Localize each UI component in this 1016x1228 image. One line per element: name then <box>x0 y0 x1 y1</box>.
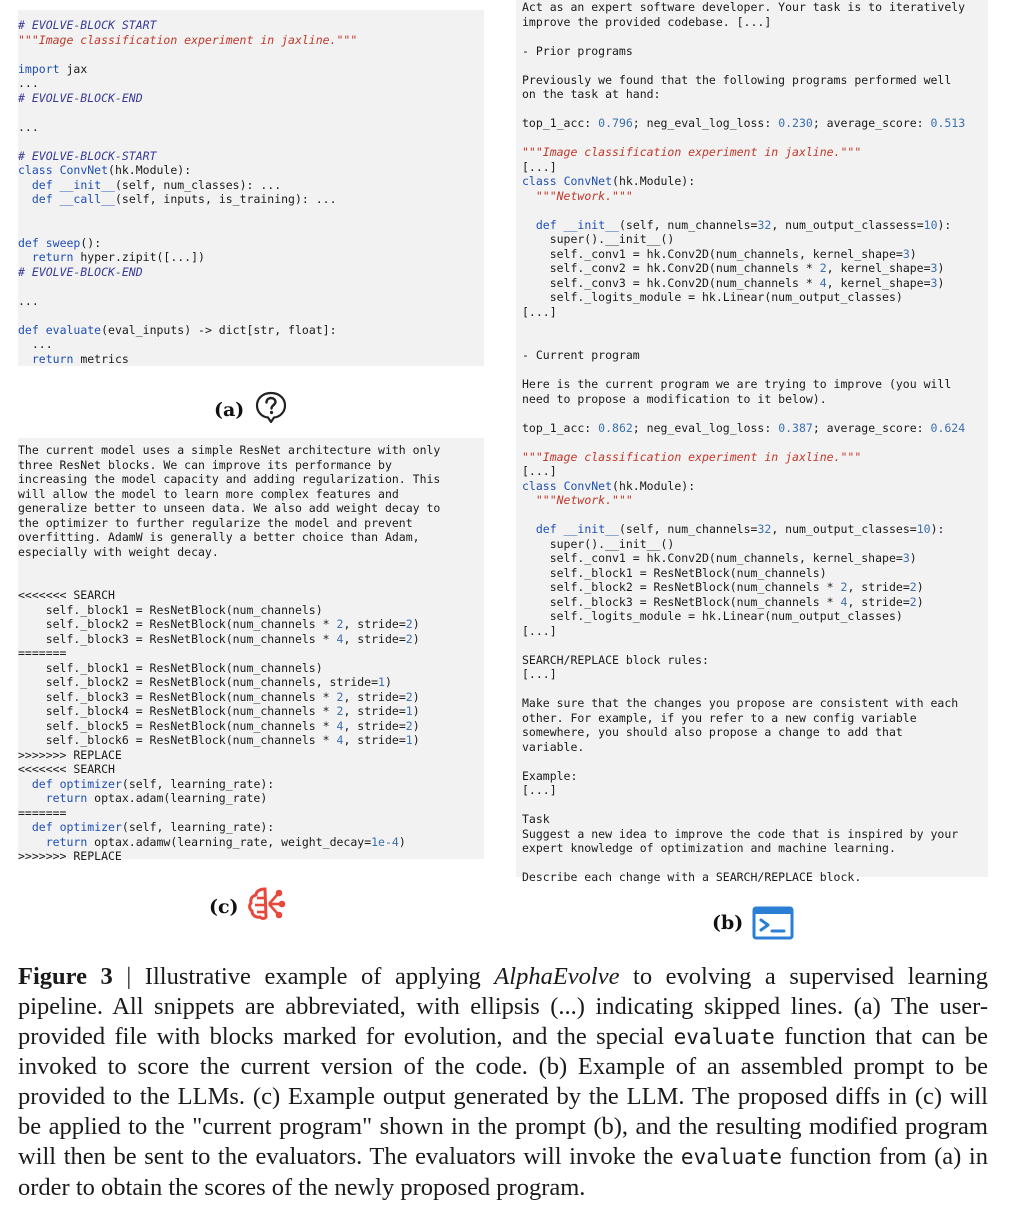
panel-a-line <box>18 207 484 222</box>
panel-c-line: self._block3 = ResNetBlock(num_channels * 2, stride=2) <box>18 689 420 704</box>
caption-text-1: Illustrative example of applying <box>144 963 495 990</box>
panel-b-line: Make sure that the changes you propose are consistent with each <box>522 696 959 710</box>
panel-c-line: self._block1 = ResNetBlock(num_channels) <box>18 660 323 675</box>
panel-c-llm-output <box>18 438 484 863</box>
panel-a-line <box>18 221 484 236</box>
panel-c-line: overfitting. AdamW is generally a better choice than Adam, <box>18 530 420 544</box>
panel-c-line: self._block5 = ResNetBlock(num_channels * 4, stride=2) <box>18 718 420 733</box>
panel-b-line: self._block2 = ResNetBlock(num_channels * 2, stride=2) <box>522 580 924 594</box>
terminal-icon <box>752 906 794 940</box>
panel-c-line: self._block3 = ResNetBlock(num_channels * 4, stride=2) <box>18 631 420 646</box>
panel-a-line: def evaluate(eval_inputs) -> dict[str, float]: <box>18 322 337 337</box>
question-bubble-icon <box>254 390 288 424</box>
figure-label: Figure 3 <box>18 963 113 990</box>
caption-separator: | <box>112 963 145 990</box>
panel-b-line: somewhere, you should also propose a change to add that <box>522 725 903 739</box>
panel-b-line: self._logits_module = hk.Linear(num_output_classes) <box>522 609 903 623</box>
panel-b-line: self._conv1 = hk.Conv2D(num_channels, kernel_shape=3) <box>522 246 917 261</box>
panel-b-line: Suggest a new idea to improve the code that is inspired by your <box>522 826 959 841</box>
panel-b-line: Describe each change with a SEARCH/REPLACE block. <box>522 870 862 884</box>
panel-b-line: on the task at hand: <box>522 87 661 101</box>
panel-b-line: SEARCH/REPLACE block rules: <box>522 652 709 667</box>
panel-b-line <box>522 58 988 73</box>
panel-a-label: (a) <box>214 399 245 421</box>
panel-c-line: self._block4 = ResNetBlock(num_channels * 2, stride=1) <box>18 704 420 718</box>
panel-b-line: super().__init__() <box>522 232 675 246</box>
panel-b-line: """Network.""" <box>535 188 633 203</box>
panel-b-line: [...] <box>522 464 557 478</box>
panel-b-line: Act as an expert software developer. Your task is to iteratively <box>522 0 966 14</box>
panel-c-line: <<<<<<< SEARCH <box>18 762 115 776</box>
panel-b-line: [...] <box>522 667 557 681</box>
panel-c-line <box>18 574 484 589</box>
panel-c-line: will allow the model to learn more complex features and <box>18 486 399 501</box>
panel-a-line: ... <box>18 76 39 90</box>
panel-a-line <box>18 134 484 149</box>
panel-b-line <box>522 406 988 421</box>
caption-text-4: function from (a) in order to obtain the scores of the newly proposed program. <box>18 1142 988 1201</box>
panel-b-line: self._block3 = ResNetBlock(num_channels * 4, stride=2) <box>522 594 924 609</box>
panel-b-line <box>522 682 988 697</box>
panel-a-line: # EVOLVE-BLOCK START <box>18 18 157 32</box>
panel-b-line <box>522 508 988 523</box>
panel-a-user-file <box>18 10 484 366</box>
figure-caption <box>18 962 988 1202</box>
caption-text-3: function that can be invoked to score the current version of the code. (b) Example of an assembled prompt to be provided to the LLMs. (c) Example output generated by the LLM. The proposed diffs in (c) will be applied to the "current program" shown in the prompt (b), and the resulting modified program will then be sent to the evaluators. The evaluators will invoke the <box>18 1022 988 1170</box>
panel-b-line: class ConvNet(hk.Module): <box>522 174 696 188</box>
panel-a-line: # EVOLVE-BLOCK-END <box>18 264 143 279</box>
panel-b-line: Task <box>522 812 550 826</box>
panel-b-label: (b) <box>712 912 744 934</box>
panel-b-line: [...] <box>522 783 557 797</box>
panel-a-line <box>18 279 484 294</box>
panel-a-line: return metrics <box>31 351 129 366</box>
panel-b-line: def __init__(self, num_channels=32, num_output_classess=10): <box>535 217 952 232</box>
panel-b-line: [...] <box>522 304 557 319</box>
panel-b-line: [...] <box>522 623 557 638</box>
panel-a-line: ... <box>18 337 53 351</box>
panel-a-line: return hyper.zipit([...]) <box>31 250 205 264</box>
panel-b-prompt <box>516 0 988 884</box>
panel-c-line: self._block6 = ResNetBlock(num_channels * 4, stride=1) <box>18 733 420 747</box>
panel-b-line <box>522 856 988 871</box>
panel-b-line: [...] <box>522 159 557 174</box>
panel-b-line <box>522 798 988 813</box>
panel-c-line: >>>>>>> REPLACE <box>18 747 122 762</box>
panel-b-line: """Network.""" <box>535 493 633 507</box>
panel-b-line: class ConvNet(hk.Module): <box>522 478 696 493</box>
panel-c-line: The current model uses a simple ResNet architecture with only <box>18 443 441 457</box>
panel-c-line: self._block1 = ResNetBlock(num_channels) <box>18 602 323 617</box>
panel-b-line: Example: <box>522 768 578 783</box>
panel-b-line: need to propose a modification to it below). <box>522 391 827 406</box>
panel-a-line: def __init__(self, num_classes): ... <box>31 177 282 192</box>
panel-c-line: return optax.adam(learning_rate) <box>45 791 268 805</box>
panel-c-line: three ResNet blocks. We can improve its performance by <box>18 457 392 472</box>
panel-c-line: self._block2 = ResNetBlock(num_channels, stride=1) <box>18 675 392 689</box>
panel-a-line: import jax <box>18 61 88 76</box>
panel-b-line <box>522 363 988 378</box>
panel-b-line: top_1_acc: 0.796; neg_eval_log_loss: 0.230; average_score: 0.513 <box>522 116 966 130</box>
panel-a-line: ... <box>18 293 39 308</box>
panel-c-line: the optimizer to further regularize the model and prevent <box>18 515 413 530</box>
panel-b-line: self._logits_module = hk.Linear(num_output_classes) <box>522 290 903 304</box>
panel-b-line <box>522 131 988 146</box>
panel-a-line <box>18 308 484 323</box>
panel-b-line: """Image classification experiment in jaxline.""" <box>522 449 862 464</box>
panel-b-line <box>522 435 988 450</box>
panel-c-line: self._block2 = ResNetBlock(num_channels * 2, stride=2) <box>18 617 420 631</box>
panel-a-line: # EVOLVE-BLOCK-END <box>18 90 143 105</box>
panel-b-line <box>522 29 988 44</box>
panel-b-line <box>522 334 988 349</box>
caption-italic-name: AlphaEvolve <box>494 963 620 990</box>
panel-b-line: self._conv3 = hk.Conv2D(num_channels * 4, kernel_shape=3) <box>522 275 945 290</box>
panel-b-line: variable. <box>522 739 585 754</box>
panel-c-line: increasing the model capacity and adding regularization. This <box>18 472 441 486</box>
panel-b-line: def __init__(self, num_channels=32, num_output_classes=10): <box>535 522 945 536</box>
panel-a-line: class ConvNet(hk.Module): <box>18 163 192 177</box>
panel-b-line: other. For example, if you refer to a new config variable <box>522 710 917 725</box>
panel-c-label: (c) <box>209 896 239 918</box>
panel-c-line: def optimizer(self, learning_rate): <box>31 776 275 791</box>
panel-c-line: >>>>>>> REPLACE <box>18 849 122 863</box>
panel-b-line <box>522 203 988 218</box>
panel-c-line: ======= <box>18 646 67 660</box>
panel-b-line: top_1_acc: 0.862; neg_eval_log_loss: 0.387; average_score: 0.624 <box>522 420 966 435</box>
panel-c-line: ======= <box>18 805 67 820</box>
panel-a-line: ... <box>18 119 39 134</box>
panel-b-line: Here is the current program we are trying to improve (you will <box>522 377 952 391</box>
panel-c-line <box>18 559 484 574</box>
panel-a-line: def sweep(): <box>18 235 102 250</box>
panel-b-line <box>522 754 988 769</box>
caption-code-2: evaluate <box>680 1144 783 1169</box>
panel-c-line: generalize better to unseen data. We also add weight decay to <box>18 501 441 515</box>
panel-c-line: <<<<<<< SEARCH <box>18 588 115 602</box>
panel-b-line: expert knowledge of optimization and machine learning. <box>522 841 896 855</box>
panel-b-line: super().__init__() <box>522 536 675 551</box>
brain-network-icon <box>247 886 287 922</box>
panel-b-line <box>522 319 988 334</box>
panel-b-line: Previously we found that the following programs performed well <box>522 72 952 87</box>
panel-a-line: def __call__(self, inputs, is_training): ... <box>31 192 337 206</box>
panel-a-line: # EVOLVE-BLOCK-START <box>18 148 157 163</box>
panel-b-line: """Image classification experiment in jaxline.""" <box>522 145 862 159</box>
panel-c-line: return optax.adamw(learning_rate, weight_decay=1e-4) <box>45 834 406 849</box>
panel-a-line: """Image classification experiment in jaxline.""" <box>18 32 358 47</box>
panel-b-line: - Prior programs <box>522 43 633 58</box>
caption-text-2: to evolving a supervised learning pipeline. All snippets are abbreviated, with ellipsis (...) indicating skipped lines. (a) The user-provided file with blocks marked for evolution, and the special <box>18 963 988 1050</box>
panel-c-line: especially with weight decay. <box>18 544 219 559</box>
panel-c-line: def optimizer(self, learning_rate): <box>31 820 275 834</box>
panel-b-line: self._block1 = ResNetBlock(num_channels) <box>522 565 827 580</box>
panel-a-line <box>18 105 484 120</box>
panel-b-line: - Current program <box>522 348 640 362</box>
panel-b-line: improve the provided codebase. [...] <box>522 14 772 29</box>
caption-code-1: evaluate <box>673 1024 775 1049</box>
panel-a-line <box>18 47 484 62</box>
panel-b-line <box>522 638 988 653</box>
panel-b-line <box>522 102 988 117</box>
panel-b-line: self._conv2 = hk.Conv2D(num_channels * 2, kernel_shape=3) <box>522 261 945 275</box>
panel-b-line: self._conv1 = hk.Conv2D(num_channels, kernel_shape=3) <box>522 551 917 565</box>
